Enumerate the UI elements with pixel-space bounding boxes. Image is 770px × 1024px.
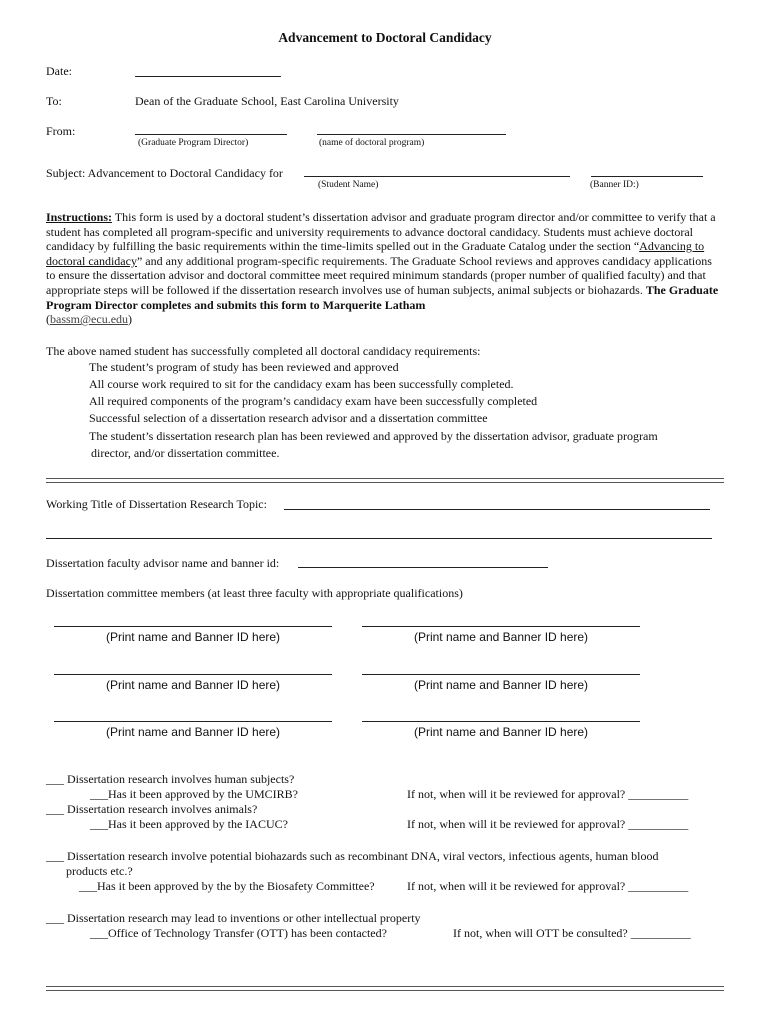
committee-member-caption: (Print name and Banner ID here) [413,630,589,644]
iacuc-followup[interactable]: If not, when will it be reviewed for approval? __________ [407,817,689,831]
committee-member-field[interactable] [362,721,640,722]
biosafety-followup[interactable]: If not, when will it be reviewed for approval? __________ [407,879,689,893]
advisor-label: Dissertation faculty advisor name and banner id: [46,556,280,570]
instructions-bold-text: The Graduate Program Director completes and submits this form to Marquerite Latham [46,282,719,312]
student-name-caption: (Student Name) [318,180,379,190]
requirements-intro: The above named student has successfully completed all doctoral candidacy requirements: [46,344,481,358]
paren-open: ( [46,312,50,327]
inventions-checkbox[interactable]: ___ [46,911,64,925]
working-title-field[interactable] [284,509,710,510]
date-label: Date: [46,64,72,78]
biohazard-question [46,849,659,864]
requirement-item [89,377,514,392]
instructions-heading: Instructions: [46,210,113,224]
committee-member-caption: (Print name and Banner ID here) [105,630,281,644]
advisor-field[interactable] [298,567,548,568]
committee-member-caption: (Print name and Banner ID here) [413,678,589,692]
requirement-text: Successful selection of a dissertation research advisor and a dissertation committee [89,411,488,425]
umcirb-followup[interactable]: If not, when will it be reviewed for approval? __________ [407,787,689,801]
requirement-text: All required components of the program’s candidacy exam have been successfully completed [89,394,538,408]
committee-member-field[interactable] [54,626,332,627]
animals-text: Dissertation research involves animals? [67,802,258,816]
animals-checkbox[interactable]: ___ [46,802,64,816]
doctoral-program-caption: (name of doctoral program) [319,138,425,148]
student-name-field[interactable] [304,176,570,177]
umcirb-question[interactable]: ___Has it been approved by the UMCIRB? [90,787,298,801]
to-label: To: [46,94,62,108]
inventions-text: Dissertation research may lead to inventions or other intellectual property [67,911,421,925]
requirement-text: All course work required to sit for the candidacy exam has been successfully completed. [89,377,514,391]
iacuc-question[interactable]: ___Has it been approved by the IACUC? [90,817,288,831]
doctoral-program-field[interactable] [317,134,506,135]
biosafety-question[interactable]: ___Has it been approved by the by the Biosafety Committee? [79,879,375,893]
program-director-field[interactable] [135,134,287,135]
banner-id-field[interactable] [591,176,703,177]
biohazard-text-cont: products etc.? [66,864,133,878]
human-subjects-question [46,772,294,787]
instructions-text-1: This form is used by a doctoral student’s dissertation advisor and graduate program director and/or committee to verify that a student has completed all program-specific and university requirements to advance doctoral candidacy. Students must achieve doctoral candidacy by fulfilling the basic requirements within the time-limits spelled out in the Graduate Catalog under the section “ [46,210,716,254]
from-label: From: [46,124,76,138]
animals-question [46,802,257,817]
to-value: Dean of the Graduate School, East Carolina University [135,94,399,108]
catalog-section-link[interactable]: Advancing to doctoral candidacy [46,239,705,268]
email-link[interactable]: bassm@ecu.edu [50,312,129,327]
requirement-item [89,429,658,444]
paren-close: ) [128,312,133,327]
committee-member-field[interactable] [54,674,332,675]
inventions-question [46,911,421,926]
committee-member-field[interactable] [362,626,640,627]
committee-member-caption: (Print name and Banner ID here) [105,725,281,739]
requirement-item [89,394,537,409]
human-subjects-checkbox[interactable]: ___ [46,772,64,786]
requirement-item [89,360,399,375]
working-title-field-line-2[interactable] [46,538,712,539]
ott-followup[interactable]: If not, when will OTT be consulted? __________ [453,926,691,940]
requirement-text: The student’s dissertation research plan has been reviewed and approved by the dissertation advisor, graduate program [89,429,658,443]
biohazard-checkbox[interactable]: ___ [46,849,64,863]
human-subjects-text: Dissertation research involves human subjects? [67,772,295,786]
footer-divider [46,986,724,991]
requirement-item [89,411,488,426]
banner-id-caption: (Banner ID:) [590,180,639,190]
page-title: Advancement to Doctoral Candidacy [278,30,492,45]
committee-member-caption: (Print name and Banner ID here) [105,678,281,692]
date-field[interactable] [135,76,281,77]
committee-label: Dissertation committee members (at least three faculty with appropriate qualifications) [46,586,463,600]
requirement-text: The student’s program of study has been reviewed and approved [89,360,399,374]
program-director-caption: (Graduate Program Director) [138,138,249,148]
ott-question[interactable]: ___Office of Technology Transfer (OTT) has been contacted? [90,926,387,940]
section-divider [46,478,724,483]
biohazard-text: Dissertation research involve potential biohazards such as recombinant DNA, viral vectors, infectious agents, human blood [67,849,659,863]
committee-member-field[interactable] [362,674,640,675]
working-title-label: Working Title of Dissertation Research Topic: [46,497,267,511]
instructions-text-2: ” and any additional program-specific requirements. The Graduate School reviews and approves candidacy applications to ensure the dissertation advisor and doctoral committee meet required minimum standards (proper number of qualified faculty) and that appropriate steps will be followed if the dissertation research involves use of human subjects, animal subjects or biohazards. [46,253,712,297]
subject-label: Subject: Advancement to Doctoral Candidacy for [46,166,283,180]
committee-member-field[interactable] [54,721,332,722]
committee-member-caption: (Print name and Banner ID here) [413,725,589,739]
instructions-paragraph [46,210,722,327]
requirement-continuation: director, and/or dissertation committee. [91,446,280,460]
